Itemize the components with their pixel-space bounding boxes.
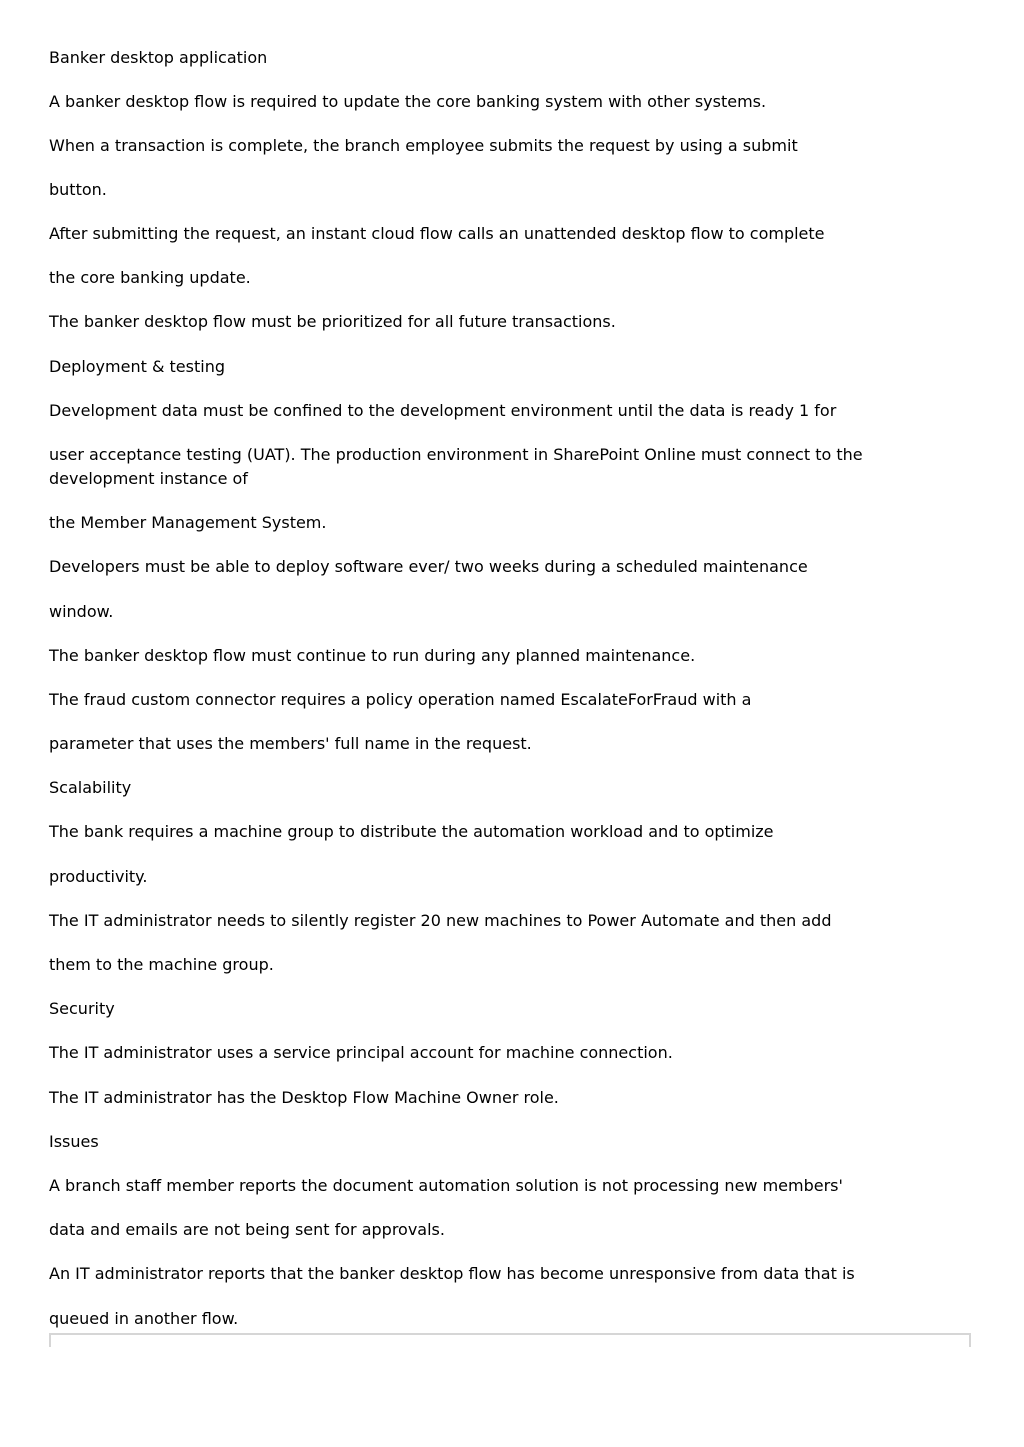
text-line: productivity. <box>49 867 148 886</box>
heading-deployment-testing: Deployment & testing <box>49 357 225 376</box>
text-line: After submitting the request, an instant cloud flow calls an unattended desktop flow to complete <box>49 224 825 243</box>
text-line: user acceptance testing (UAT). The production environment in SharePoint Online must connect to the development instance of <box>49 445 863 488</box>
text-line: queued in another flow. <box>49 1309 239 1328</box>
text-line: data and emails are not being sent for approvals. <box>49 1220 445 1239</box>
text-line: A banker desktop flow is required to update the core banking system with other systems. <box>49 92 767 111</box>
text-line: the Member Management System. <box>49 513 327 532</box>
text-line: button. <box>49 180 107 199</box>
text-line: The fraud custom connector requires a policy operation named EscalateForFraud with a <box>49 690 752 709</box>
heading-issues: Issues <box>49 1132 99 1151</box>
text-line: the core banking update. <box>49 268 251 287</box>
heading-banker-desktop-application: Banker desktop application <box>49 48 268 67</box>
text-line: window. <box>49 602 114 621</box>
text-line: The bank requires a machine group to distribute the automation workload and to optimize <box>49 822 774 841</box>
text-line: The banker desktop flow must be prioritized for all future transactions. <box>49 312 616 331</box>
text-line: The IT administrator has the Desktop Flow Machine Owner role. <box>49 1088 559 1107</box>
text-line: The banker desktop flow must continue to run during any planned maintenance. <box>49 646 696 665</box>
heading-security: Security <box>49 999 115 1018</box>
text-line: The IT administrator needs to silently register 20 new machines to Power Automate and then add <box>49 911 832 930</box>
text-line: parameter that uses the members' full name in the request. <box>49 734 532 753</box>
text-line: An IT administrator reports that the banker desktop flow has become unresponsive from data that is <box>49 1264 855 1283</box>
text-line: Developers must be able to deploy software ever/ two weeks during a scheduled maintenance <box>49 557 808 576</box>
bordered-box-top <box>49 1333 971 1347</box>
text-line: The IT administrator uses a service principal account for machine connection. <box>49 1043 673 1062</box>
text-line: A branch staff member reports the document automation solution is not processing new members' <box>49 1176 843 1195</box>
text-line: Development data must be confined to the development environment until the data is ready 1 for <box>49 401 837 420</box>
text-line: When a transaction is complete, the branch employee submits the request by using a submit <box>49 136 798 155</box>
text-line: them to the machine group. <box>49 955 274 974</box>
heading-scalability: Scalability <box>49 778 132 797</box>
